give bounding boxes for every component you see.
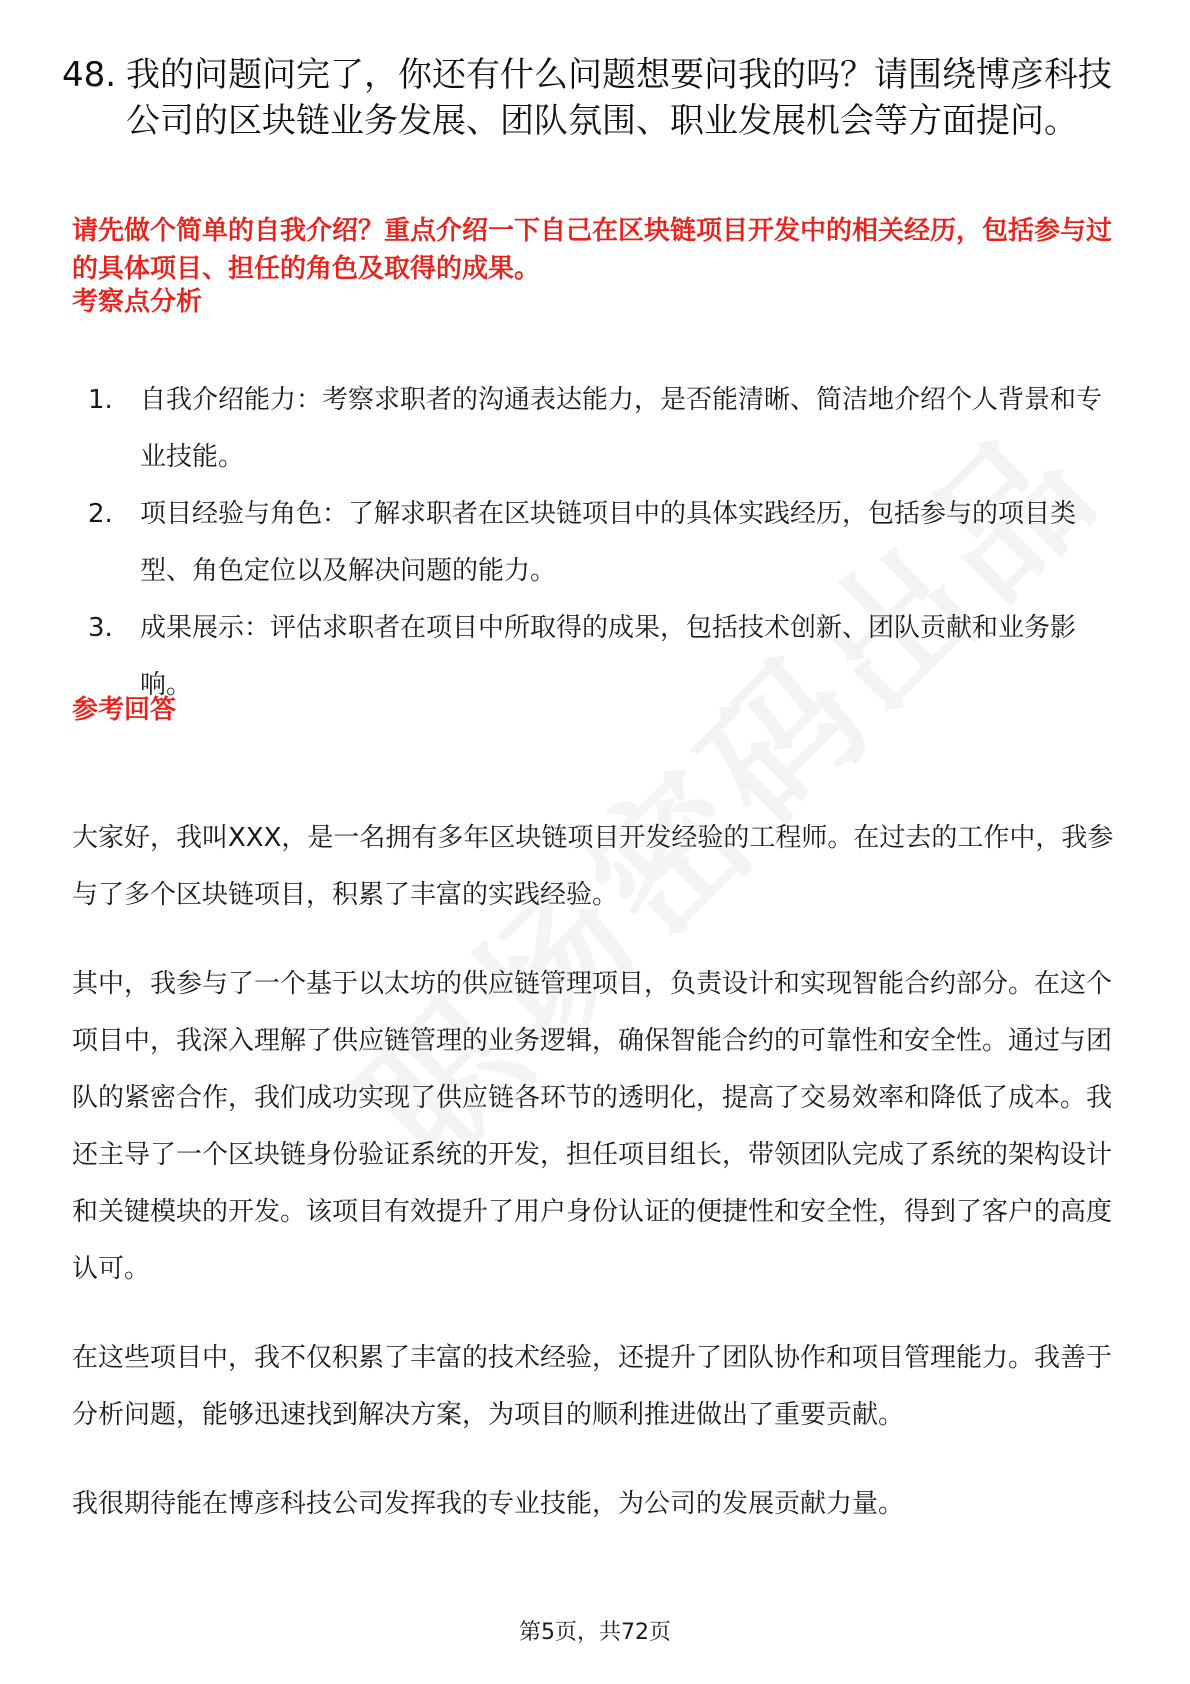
analysis-item-number: 2. [88,499,113,529]
analysis-item [72,372,1122,486]
reference-section-title: 参考回答 [72,695,177,725]
analysis-item-number: 1. [88,385,113,415]
analysis-item [72,600,1122,714]
page-footer: 第5页，共72页 [519,1620,671,1645]
analysis-section-title: 考察点分析 [72,287,203,317]
analysis-item-text: 成果展示：评估求职者在项目中所取得的成果，包括技术创新、团队贡献和业务影响。 [140,613,1077,700]
analysis-item [72,486,1122,600]
answer-paragraph: 大家好，我叫XXX，是一名拥有多年区块链项目开发经验的工程师。在过去的工作中，我参与了多个区块链项目，积累了丰富的实践经验。 [72,823,1114,910]
analysis-item-text: 自我介绍能力：考察求职者的沟通表达能力，是否能清晰、简洁地介绍个人背景和专业技能。 [140,385,1103,472]
analysis-item-text: 项目经验与角色：了解求职者在区块链项目中的具体实践经历，包括参与的项目类型、角色定位以及解决问题的能力。 [140,499,1077,586]
interview-prompt: 请先做个简单的自我介绍？重点介绍一下自己在区块链项目开发中的相关经历，包括参与过的具体项目、担任的角色及取得的成果。 [72,216,1113,284]
question-heading [62,52,1122,144]
question-text: 我的问题问完了，你还有什么问题想要问我的吗？请围绕博彦科技公司的区块链业务发展、团队氛围、职业发展机会等方面提问。 [126,55,1112,141]
analysis-list [72,372,1122,714]
question-number: 48. [62,55,117,95]
analysis-item-number: 3. [88,613,113,643]
reference-answer [72,810,1122,1565]
answer-paragraph: 其中，我参与了一个基于以太坊的供应链管理项目，负责设计和实现智能合约部分。在这个项目中，我深入理解了供应链管理的业务逻辑，确保智能合约的可靠性和安全性。通过与团队的紧密合作，我们成功实现了供应链各环节的透明化，提高了交易效率和降低了成本。我还主导了一个区块链身份验证系统的开发，担任项目组长，带领团队完成了系统的架构设计和关键模块的开发。该项目有效提升了用户身份认证的便捷性和安全性，得到了客户的高度认可。 [72,969,1113,1284]
answer-paragraph: 我很期待能在博彦科技公司发挥我的专业技能，为公司的发展贡献力量。 [72,1489,905,1519]
answer-paragraph: 在这些项目中，我不仅积累了丰富的技术经验，还提升了团队协作和项目管理能力。我善于分析问题，能够迅速找到解决方案，为项目的顺利推进做出了重要贡献。 [72,1343,1113,1430]
